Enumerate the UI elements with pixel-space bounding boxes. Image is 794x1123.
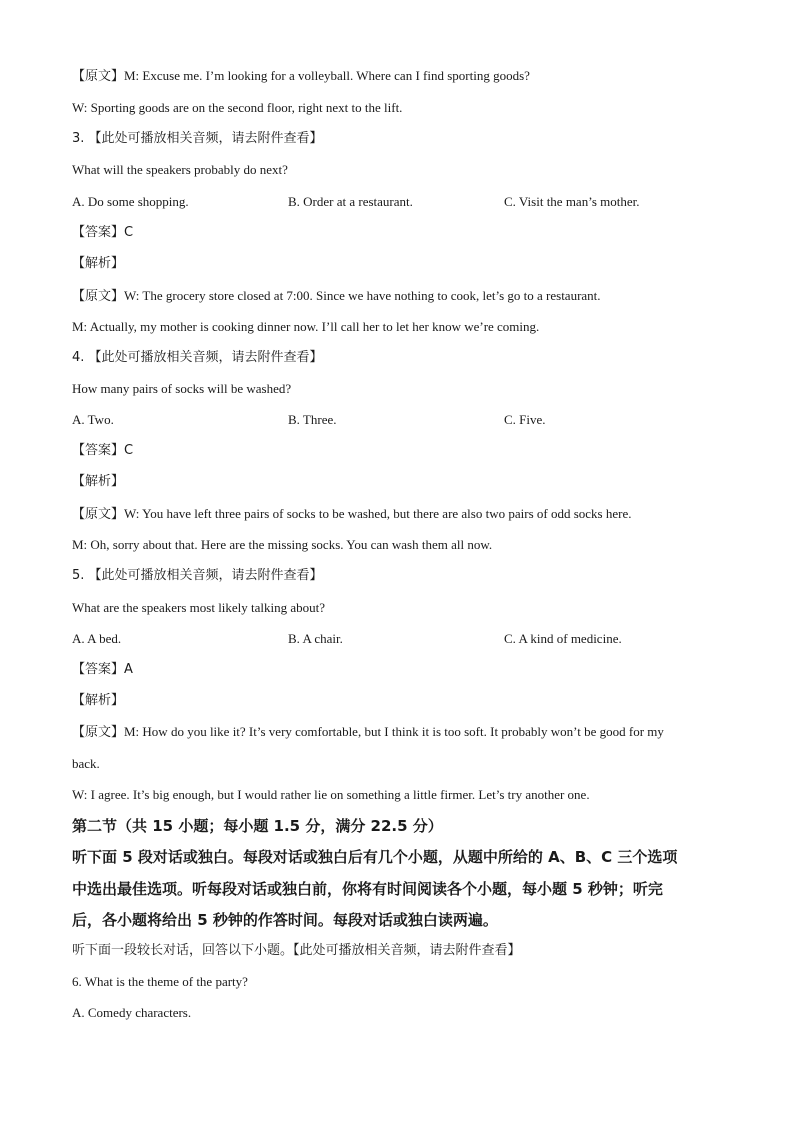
transcript-line: 【原文】M: How do you like it? It’s very comfortable, but I think it is too soft. It probably won’t be good for my	[72, 724, 664, 739]
question-3-title: 3. 【此处可播放相关音频，请去附件查看】	[72, 131, 323, 146]
option-a: A. Comedy characters.	[72, 1005, 192, 1020]
option-b: B. A chair.	[288, 631, 343, 646]
question-4-text: How many pairs of socks will be washed?	[72, 381, 292, 396]
section-title: 第二节（共 15 小题；每小题 1.5 分，满分 22.5 分）	[72, 817, 443, 835]
option-c: C. Five.	[504, 412, 546, 427]
answer-label: 【答案】C	[72, 443, 134, 458]
question-5-text: What are the speakers most likely talking about?	[72, 600, 326, 615]
transcript-line: M: Actually, my mother is cooking dinner now. I’ll call her to let her know we’re coming.	[72, 319, 540, 334]
analysis-label: 【解析】	[72, 693, 125, 708]
option-b: B. Order at a restaurant.	[288, 194, 413, 209]
option-c: C. A kind of medicine.	[504, 631, 622, 646]
answer-label: 【答案】A	[72, 662, 133, 677]
section-instructions: 听下面 5 段对话或独白。每段对话或独白后有几个小题，从题中所给的 A、B、C 三个选项	[72, 848, 678, 866]
answer-label: 【答案】C	[72, 225, 134, 240]
option-a: A. Do some shopping.	[72, 194, 189, 209]
option-b: B. Three.	[288, 412, 337, 427]
transcript-line: W: Sporting goods are on the second floor, right next to the lift.	[72, 100, 403, 115]
listen-prompt: 听下面一段较长对话，回答以下小题。【此处可播放相关音频，请去附件查看】	[72, 943, 521, 958]
question-6-text: 6. What is the theme of the party?	[72, 974, 248, 989]
transcript-line: back.	[72, 756, 100, 771]
question-5-title: 5. 【此处可播放相关音频，请去附件查看】	[72, 568, 323, 583]
question-4-title: 4. 【此处可播放相关音频，请去附件查看】	[72, 350, 323, 365]
analysis-label: 【解析】	[72, 474, 125, 489]
section-instructions: 后，各小题将给出 5 秒钟的作答时间。每段对话或独白读两遍。	[72, 911, 498, 929]
analysis-label: 【解析】	[72, 256, 125, 271]
transcript-line: M: Oh, sorry about that. Here are the missing socks. You can wash them all now.	[72, 537, 493, 552]
option-c: C. Visit the man’s mother.	[504, 194, 640, 209]
transcript-line: 【原文】W: You have left three pairs of socks to be washed, but there are also two pairs of odd socks here.	[72, 506, 632, 521]
transcript-line: 【原文】W: The grocery store closed at 7:00. Since we have nothing to cook, let’s go to a restaurant.	[72, 288, 601, 303]
transcript-line: W: I agree. It’s big enough, but I would rather lie on something a little firmer. Let’s try another one.	[72, 787, 590, 802]
option-a: A. A bed.	[72, 631, 122, 646]
transcript-line: 【原文】M: Excuse me. I’m looking for a volleyball. Where can I find sporting goods?	[72, 68, 530, 83]
option-a: A. Two.	[72, 412, 114, 427]
question-3-text: What will the speakers probably do next?	[72, 162, 288, 177]
section-instructions: 中选出最佳选项。听每段对话或独白前，你将有时间阅读各个小题，每小题 5 秒钟；听完	[72, 880, 663, 898]
